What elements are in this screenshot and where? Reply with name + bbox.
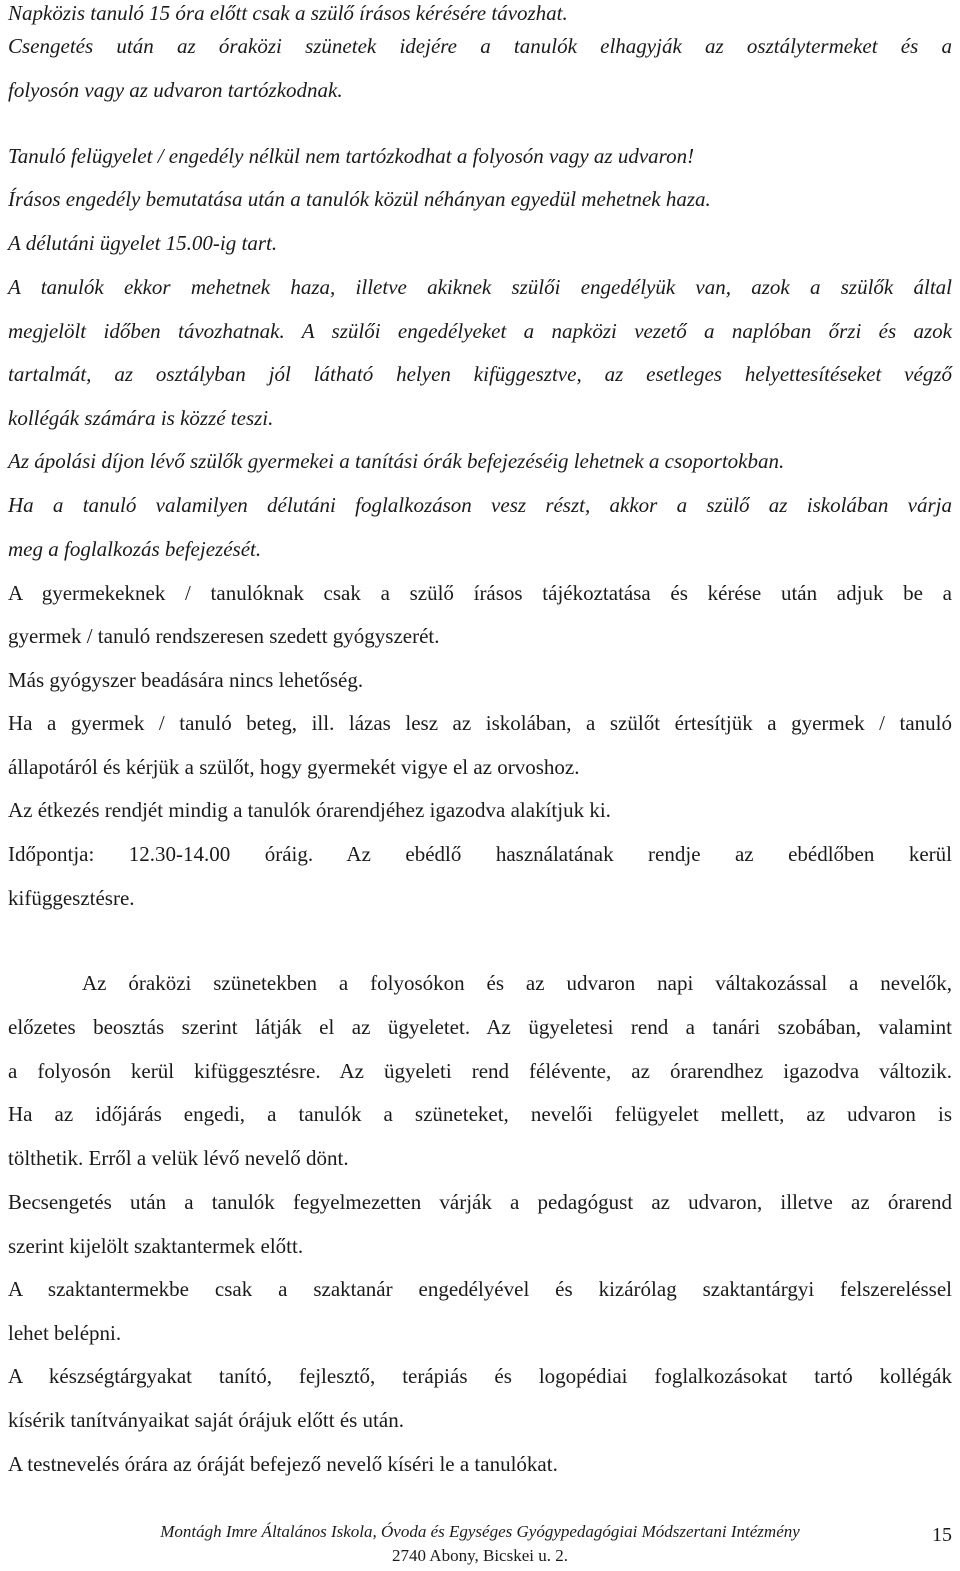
text-line: Az óraközi szünetekben a folyosókon és az udvaron napi váltakozással a nevelők, xyxy=(82,971,952,995)
text-line: Tanuló felügyelet / engedély nélkül nem tartózkodhat a folyosón vagy az udvaron! xyxy=(8,144,695,168)
text-line: A tanulók ekkor mehetnek haza, illetve akiknek szülői engedélyük van, azok a szülők által xyxy=(8,275,952,299)
text-line: Csengetés után az óraközi szünetek idejére a tanulók elhagyják az osztálytermeket és a xyxy=(8,34,952,58)
text-line: állapotáról és kérjük a szülőt, hogy gyermekét vigye el az orvoshoz. xyxy=(8,755,580,779)
text-line: gyermek / tanuló rendszeresen szedett gyógyszerét. xyxy=(8,624,440,648)
text-line: A testnevelés órára az óráját befejező nevelő kíséri le a tanulókat. xyxy=(8,1452,558,1476)
text-line: Becsengetés után a tanulók fegyelmezetten várják a pedagógust az udvaron, illetve az órarend xyxy=(8,1190,952,1214)
text-line: A készségtárgyakat tanító, fejlesztő, terápiás és logopédiai foglalkozásokat tartó kollégák xyxy=(8,1364,952,1388)
text-line: A gyermekeknek / tanulóknak csak a szülő írásos tájékoztatása és kérése után adjuk be a xyxy=(8,581,952,605)
text-line: kísérik tanítványaikat saját órájuk előtt és után. xyxy=(8,1408,404,1432)
text-line: meg a foglalkozás befejezését. xyxy=(8,537,262,561)
footer-institution: Montágh Imre Általános Iskola, Óvoda és Egységes Gyógypedagógiai Módszertani Intézmény xyxy=(160,1522,800,1541)
text-line: Időpontja: 12.30-14.00 óráig. Az ebédlő használatának rendje az ebédlőben kerül xyxy=(8,842,952,866)
text-line: tartalmát, az osztályban jól látható helyen kifüggesztve, az esetleges helyettesítéseket végző xyxy=(8,362,952,386)
text-line: folyosón vagy az udvaron tartózkodnak. xyxy=(8,78,343,102)
text-line: Más gyógyszer beadására nincs lehetőség. xyxy=(8,668,364,692)
text-line: A délutáni ügyelet 15.00-ig tart. xyxy=(8,231,278,255)
text-line: Az étkezés rendjét mindig a tanulók órarendjéhez igazodva alakítjuk ki. xyxy=(8,798,611,822)
text-line: Az ápolási díjon lévő szülők gyermekei a tanítási órák befejezéséig lehetnek a csoportokban. xyxy=(8,449,785,473)
text-line: Ha az időjárás engedi, a tanulók a szüneteket, nevelői felügyelet mellett, az udvaron is xyxy=(8,1102,952,1126)
text-line: szerint kijelölt szaktantermek előtt. xyxy=(8,1234,304,1258)
text-line: kifüggesztésre. xyxy=(8,886,135,910)
page-number: 15 xyxy=(932,1524,952,1546)
text-line: tölthetik. Erről a velük lévő nevelő dönt. xyxy=(8,1146,349,1170)
text-line: kollégák számára is közzé teszi. xyxy=(8,406,274,430)
text-line: Ha a gyermek / tanuló beteg, ill. lázas lesz az iskolában, a szülőt értesítjük a gyermek / tanuló xyxy=(8,711,952,735)
text-line: A szaktantermekbe csak a szaktanár engedélyével és kizárólag szaktantárgyi felszereléssel xyxy=(8,1277,952,1301)
text-line: előzetes beosztás szerint látják el az ügyeletet. Az ügyeletesi rend a tanári szobában, valamint xyxy=(8,1015,952,1039)
text-line: a folyosón kerül kifüggesztésre. Az ügyeleti rend félévente, az órarendhez igazodva változik. xyxy=(8,1059,952,1083)
text-line: Napközis tanuló 15 óra előtt csak a szülő írásos kérésére távozhat. xyxy=(8,1,568,25)
text-line: Ha a tanuló valamilyen délutáni foglalkozáson vesz részt, akkor a szülő az iskolában várja xyxy=(8,493,952,517)
text-line: Írásos engedély bemutatása után a tanulók közül néhányan egyedül mehetnek haza. xyxy=(8,187,711,211)
text-line: megjelölt időben távozhatnak. A szülői engedélyeket a napközi vezető a naplóban őrzi és azok xyxy=(8,319,952,343)
text-line: lehet belépni. xyxy=(8,1321,122,1345)
footer-address: 2740 Abony, Bicskei u. 2. xyxy=(392,1546,568,1565)
